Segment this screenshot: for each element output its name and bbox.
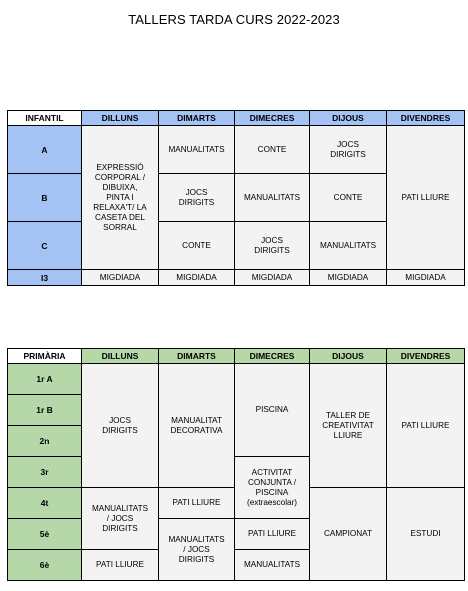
day-header-divendres: DIVENDRES — [387, 111, 465, 126]
group-label-1r-b: 1r B — [8, 395, 82, 426]
day-header-dilluns: DILLUNS — [82, 349, 159, 364]
activity-cell: PATI LLIURE — [387, 126, 465, 270]
activity-cell: MIGDIADA — [159, 270, 235, 286]
activity-cell: MANUALITATS — [159, 126, 235, 174]
activity-cell: MANUALITAT DECORATIVA — [159, 364, 235, 488]
infantil-header-row — [8, 111, 465, 126]
activity-cell: CAMPIONAT — [310, 488, 387, 581]
group-label-6e: 6è — [8, 550, 82, 581]
group-label-a: A — [8, 126, 82, 174]
activity-cell: ACTIVITAT CONJUNTA / PISCINA (extraescolar) — [235, 457, 310, 519]
infantil-schedule-table — [7, 110, 465, 286]
group-label-b: B — [8, 174, 82, 222]
day-header-dimarts: DIMARTS — [159, 111, 235, 126]
day-header-dimarts: DIMARTS — [159, 349, 235, 364]
primaria-corner-label: PRIMÀRIA — [8, 349, 82, 364]
activity-cell: MIGDIADA — [235, 270, 310, 286]
primaria-schedule-table — [7, 348, 465, 581]
activity-cell: JOCS DIRIGITS — [235, 222, 310, 270]
activity-cell: MANUALITATS / JOCS DIRIGITS — [82, 488, 159, 550]
day-header-dimecres: DIMECRES — [235, 111, 310, 126]
activity-cell: PISCINA — [235, 364, 310, 457]
activity-cell: TALLER DE CREATIVITAT LLIURE — [310, 364, 387, 488]
page-title: TALLERS TARDA CURS 2022-2023 — [128, 12, 340, 27]
infantil-corner-label: INFANTIL — [8, 111, 82, 126]
activity-cell: MIGDIADA — [387, 270, 465, 286]
group-label-3r: 3r — [8, 457, 82, 488]
activity-cell: MANUALITATS — [310, 222, 387, 270]
activity-cell: JOCS DIRIGITS — [82, 364, 159, 488]
day-header-dilluns: DILLUNS — [82, 111, 159, 126]
day-header-dimecres: DIMECRES — [235, 349, 310, 364]
infantil-row-i3 — [8, 270, 465, 286]
activity-cell: MIGDIADA — [310, 270, 387, 286]
activity-cell: EXPRESSIÓ CORPORAL / DIBUIXA, PINTA I RELAXA'T/ LA CASETA DEL SORRAL — [82, 126, 159, 270]
activity-cell: CONTE — [310, 174, 387, 222]
group-label-i3: I3 — [8, 270, 82, 286]
group-label-1r-a: 1r A — [8, 364, 82, 395]
primaria-row-1a — [8, 364, 465, 395]
day-header-dijous: DIJOUS — [310, 349, 387, 364]
activity-cell: PATI LLIURE — [159, 488, 235, 519]
group-label-4t: 4t — [8, 488, 82, 519]
activity-cell: PATI LLIURE — [387, 364, 465, 488]
activity-cell: JOCS DIRIGITS — [310, 126, 387, 174]
group-label-c: C — [8, 222, 82, 270]
day-header-divendres: DIVENDRES — [387, 349, 465, 364]
primaria-header-row — [8, 349, 465, 364]
activity-cell: MANUALITATS — [235, 174, 310, 222]
activity-cell: MANUALITATS — [235, 550, 310, 581]
activity-cell: ESTUDI — [387, 488, 465, 581]
activity-cell: PATI LLIURE — [82, 550, 159, 581]
activity-cell: PATI LLIURE — [235, 519, 310, 550]
activity-cell: JOCS DIRIGITS — [159, 174, 235, 222]
activity-cell: CONTE — [159, 222, 235, 270]
activity-cell: MIGDIADA — [82, 270, 159, 286]
group-label-2n: 2n — [8, 426, 82, 457]
group-label-5e: 5è — [8, 519, 82, 550]
day-header-dijous: DIJOUS — [310, 111, 387, 126]
activity-cell: CONTE — [235, 126, 310, 174]
activity-cell: MANUALITATS / JOCS DIRIGITS — [159, 519, 235, 581]
infantil-row-a — [8, 126, 465, 174]
